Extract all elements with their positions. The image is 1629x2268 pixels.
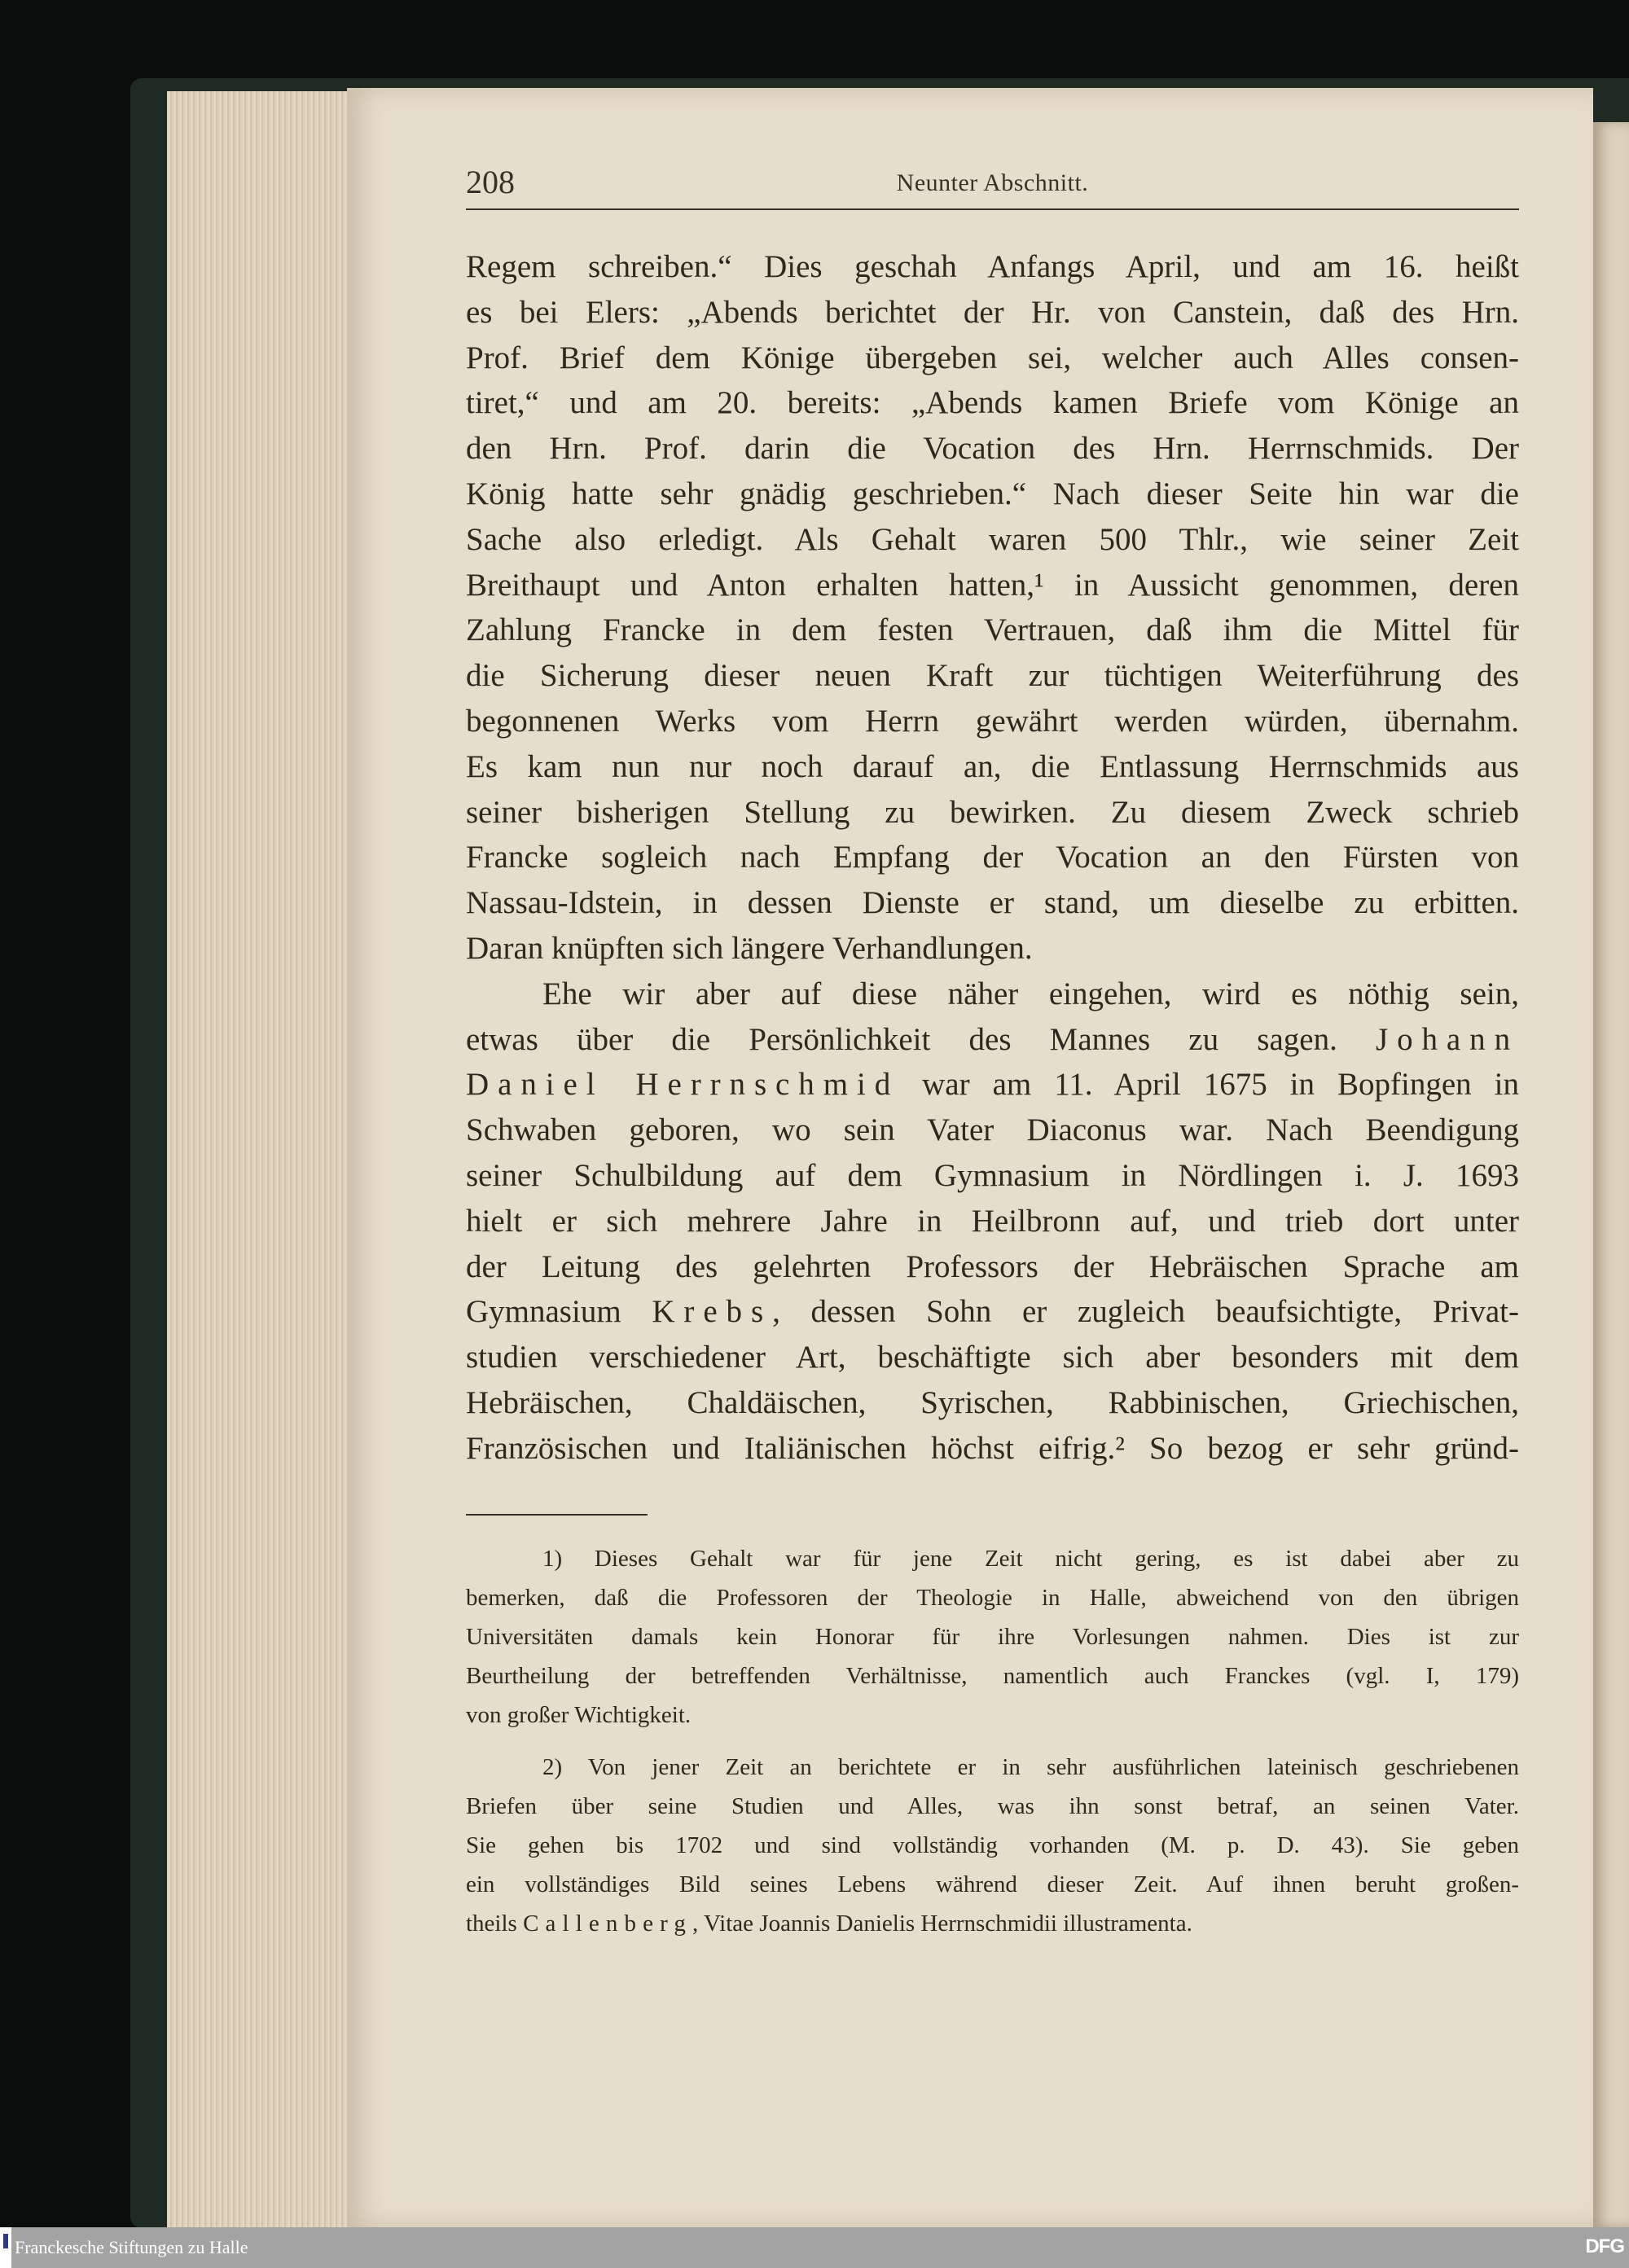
text-line bbox=[466, 1108, 1519, 1153]
text-line bbox=[466, 1617, 1519, 1656]
text-segment: Es kam nun nur noch darauf an, die Entlassung Herrnschmids aus bbox=[466, 748, 1519, 784]
page-number: 208 bbox=[466, 164, 515, 200]
text-segment: theils bbox=[466, 1910, 524, 1937]
text-line bbox=[466, 1578, 1519, 1617]
text-segment: Ehe wir aber auf diese näher eingehen, wird es nöthig sein, bbox=[542, 976, 1519, 1011]
text-line bbox=[466, 1426, 1519, 1472]
text-segment: ein vollständiges Bild seines Lebens während dieser Zeit. Auf ihnen beruht großen- bbox=[466, 1871, 1519, 1897]
text-segment: Briefen über seine Studien und Alles, was ihn sonst betraf, an seinen Vater. bbox=[466, 1793, 1519, 1819]
text-line bbox=[466, 835, 1519, 880]
running-title: Neunter Abschnitt. bbox=[896, 169, 1089, 196]
text-segment: Hebräischen, Chaldäischen, Syrischen, Rabbinischen, Griechischen, bbox=[466, 1384, 1519, 1420]
text-segment: , Vitae Joannis Danielis Herrnschmidii illustramenta. bbox=[692, 1910, 1192, 1937]
text-segment: Nassau-Idstein, in dessen Dienste er stand, um dieselbe zu erbitten. bbox=[466, 885, 1519, 921]
text-segment: die Sicherung dieser neuen Kraft zur tüchtigen Weiterführung des bbox=[466, 658, 1519, 694]
text-line bbox=[466, 1153, 1519, 1199]
text-line bbox=[466, 244, 1519, 290]
text-line bbox=[466, 1904, 1519, 1943]
text-line bbox=[466, 517, 1519, 563]
spaced-name: Daniel Herrnschmid bbox=[466, 1067, 900, 1103]
text-segment: von großer Wichtigkeit. bbox=[466, 1702, 692, 1728]
text-line bbox=[466, 336, 1519, 381]
spaced-name: Johann bbox=[1375, 1021, 1519, 1057]
dfg-logo: DFG bbox=[1585, 2235, 1624, 2257]
text-segment: Regem schreiben.“ Dies geschah Anfangs April, und am 16. heißt bbox=[466, 249, 1519, 284]
text-segment: Französischen und Italiänischen höchst eifrig.² So bezog er sehr gründ- bbox=[466, 1430, 1519, 1466]
header-rule bbox=[466, 208, 1519, 210]
text-line bbox=[466, 563, 1519, 608]
text-line bbox=[466, 290, 1519, 336]
spaced-name: Krebs bbox=[652, 1294, 773, 1330]
text-segment: seiner Schulbildung auf dem Gymnasium in Nördlingen i. J. 1693 bbox=[466, 1157, 1519, 1193]
text-line bbox=[466, 1199, 1519, 1244]
text-line bbox=[466, 1539, 1519, 1578]
institution-name: Franckesche Stiftungen zu Halle bbox=[15, 2237, 248, 2257]
text-segment: Schwaben geboren, wo sein Vater Diaconus war. Nach Beendigung bbox=[466, 1112, 1519, 1148]
text-segment: Zahlung Francke in dem festen Vertrauen, daß ihm die Mittel für bbox=[466, 612, 1519, 648]
text-segment: es bei Elers: „Abends berichtet der Hr. von Canstein, daß des Hrn. bbox=[466, 294, 1519, 330]
text-segment: tiret,“ und am 20. bereits: „Abends kamen Briefe vom Könige an bbox=[466, 385, 1519, 421]
text-segment: Sache also erledigt. Als Gehalt waren 500 Thlr., wie seiner Zeit bbox=[466, 521, 1519, 557]
text-line bbox=[466, 1289, 1519, 1335]
footnote-2 bbox=[466, 1748, 1519, 1943]
text-segment: Francke sogleich nach Empfang der Vocation an den Fürsten von bbox=[466, 840, 1519, 875]
text-segment: Prof. Brief dem Könige übergeben sei, welcher auch Alles consen- bbox=[466, 340, 1519, 375]
text-segment: , dessen Sohn er zugleich beaufsichtigte, Privat- bbox=[772, 1294, 1519, 1330]
text-line bbox=[466, 1335, 1519, 1380]
spaced-name: Callenberg bbox=[523, 1910, 692, 1937]
text-line bbox=[466, 1244, 1519, 1290]
text-line bbox=[466, 472, 1519, 517]
text-segment: seiner bisherigen Stellung zu bewirken. Zu diesem Zweck schrieb bbox=[466, 794, 1519, 830]
text-segment: Beurtheilung der betreffenden Verhältnisse, namentlich auch Franckes (vgl. I, 179) bbox=[466, 1663, 1519, 1689]
text-segment: Sie gehen bis 1702 und sind vollständig vorhanden (M. p. D. 43). Sie geben bbox=[466, 1832, 1519, 1858]
footnote-rule bbox=[466, 1514, 648, 1516]
text-segment: König hatte sehr gnädig geschrieben.“ Nach dieser Seite hin war die bbox=[466, 476, 1519, 511]
text-line bbox=[466, 926, 1519, 972]
facing-page-edge bbox=[1593, 122, 1629, 2227]
text-segment: etwas über die Persönlichkeit des Mannes zu sagen. bbox=[466, 1021, 1376, 1057]
text-line bbox=[466, 880, 1519, 926]
text-segment: Daran knüpften sich längere Verhandlungen. bbox=[466, 930, 1033, 966]
text-line bbox=[466, 1017, 1519, 1063]
running-header bbox=[466, 163, 1519, 204]
text-segment: Breithaupt und Anton erhalten hatten,¹ in Aussicht genommen, deren bbox=[466, 567, 1519, 603]
text-segment: Universitäten damals kein Honorar für ihre Vorlesungen nahmen. Dies ist zur bbox=[466, 1624, 1519, 1650]
text-line bbox=[466, 653, 1519, 699]
text-segment: 1) Dieses Gehalt war für jene Zeit nicht gering, es ist dabei aber zu bbox=[542, 1546, 1519, 1572]
text-segment: war am 11. April 1675 in Bopfingen in bbox=[899, 1067, 1519, 1103]
page-edges bbox=[167, 91, 354, 2227]
text-line bbox=[466, 1696, 1519, 1735]
text-line bbox=[466, 790, 1519, 836]
text-line bbox=[466, 1787, 1519, 1826]
text-segment: 2) Von jener Zeit an berichtete er in sehr ausführlichen lateinisch geschriebenen bbox=[542, 1754, 1519, 1780]
text-segment: der Leitung des gelehrten Professors der Hebräischen Sprache am bbox=[466, 1248, 1519, 1284]
text-segment: bemerken, daß die Professoren der Theologie in Halle, abweichend von den übrigen bbox=[466, 1585, 1519, 1611]
text-segment: studien verschiedener Art, beschäftigte sich aber besonders mit dem bbox=[466, 1340, 1519, 1375]
institution-logo-icon bbox=[0, 2227, 11, 2268]
text-line bbox=[466, 1748, 1519, 1787]
text-segment: begonnenen Werks vom Herrn gewährt werden würden, übernahm. bbox=[466, 703, 1519, 739]
body-text bbox=[466, 244, 1519, 1472]
text-line bbox=[466, 426, 1519, 472]
text-line bbox=[466, 1826, 1519, 1865]
text-segment: hielt er sich mehrere Jahre in Heilbronn auf, und trieb dort unter bbox=[466, 1203, 1519, 1239]
text-line bbox=[466, 1062, 1519, 1108]
text-line bbox=[466, 1380, 1519, 1426]
text-line bbox=[466, 1656, 1519, 1696]
text-line bbox=[466, 380, 1519, 426]
text-line bbox=[466, 608, 1519, 653]
footnote-1 bbox=[466, 1539, 1519, 1735]
text-line bbox=[466, 972, 1519, 1017]
text-line bbox=[466, 744, 1519, 790]
footer-bar bbox=[0, 2227, 1629, 2268]
text-line bbox=[466, 1865, 1519, 1904]
text-line bbox=[466, 699, 1519, 744]
text-segment: den Hrn. Prof. darin die Vocation des Hrn. Herrnschmids. Der bbox=[466, 431, 1519, 467]
text-segment: Gymnasium bbox=[466, 1294, 652, 1330]
